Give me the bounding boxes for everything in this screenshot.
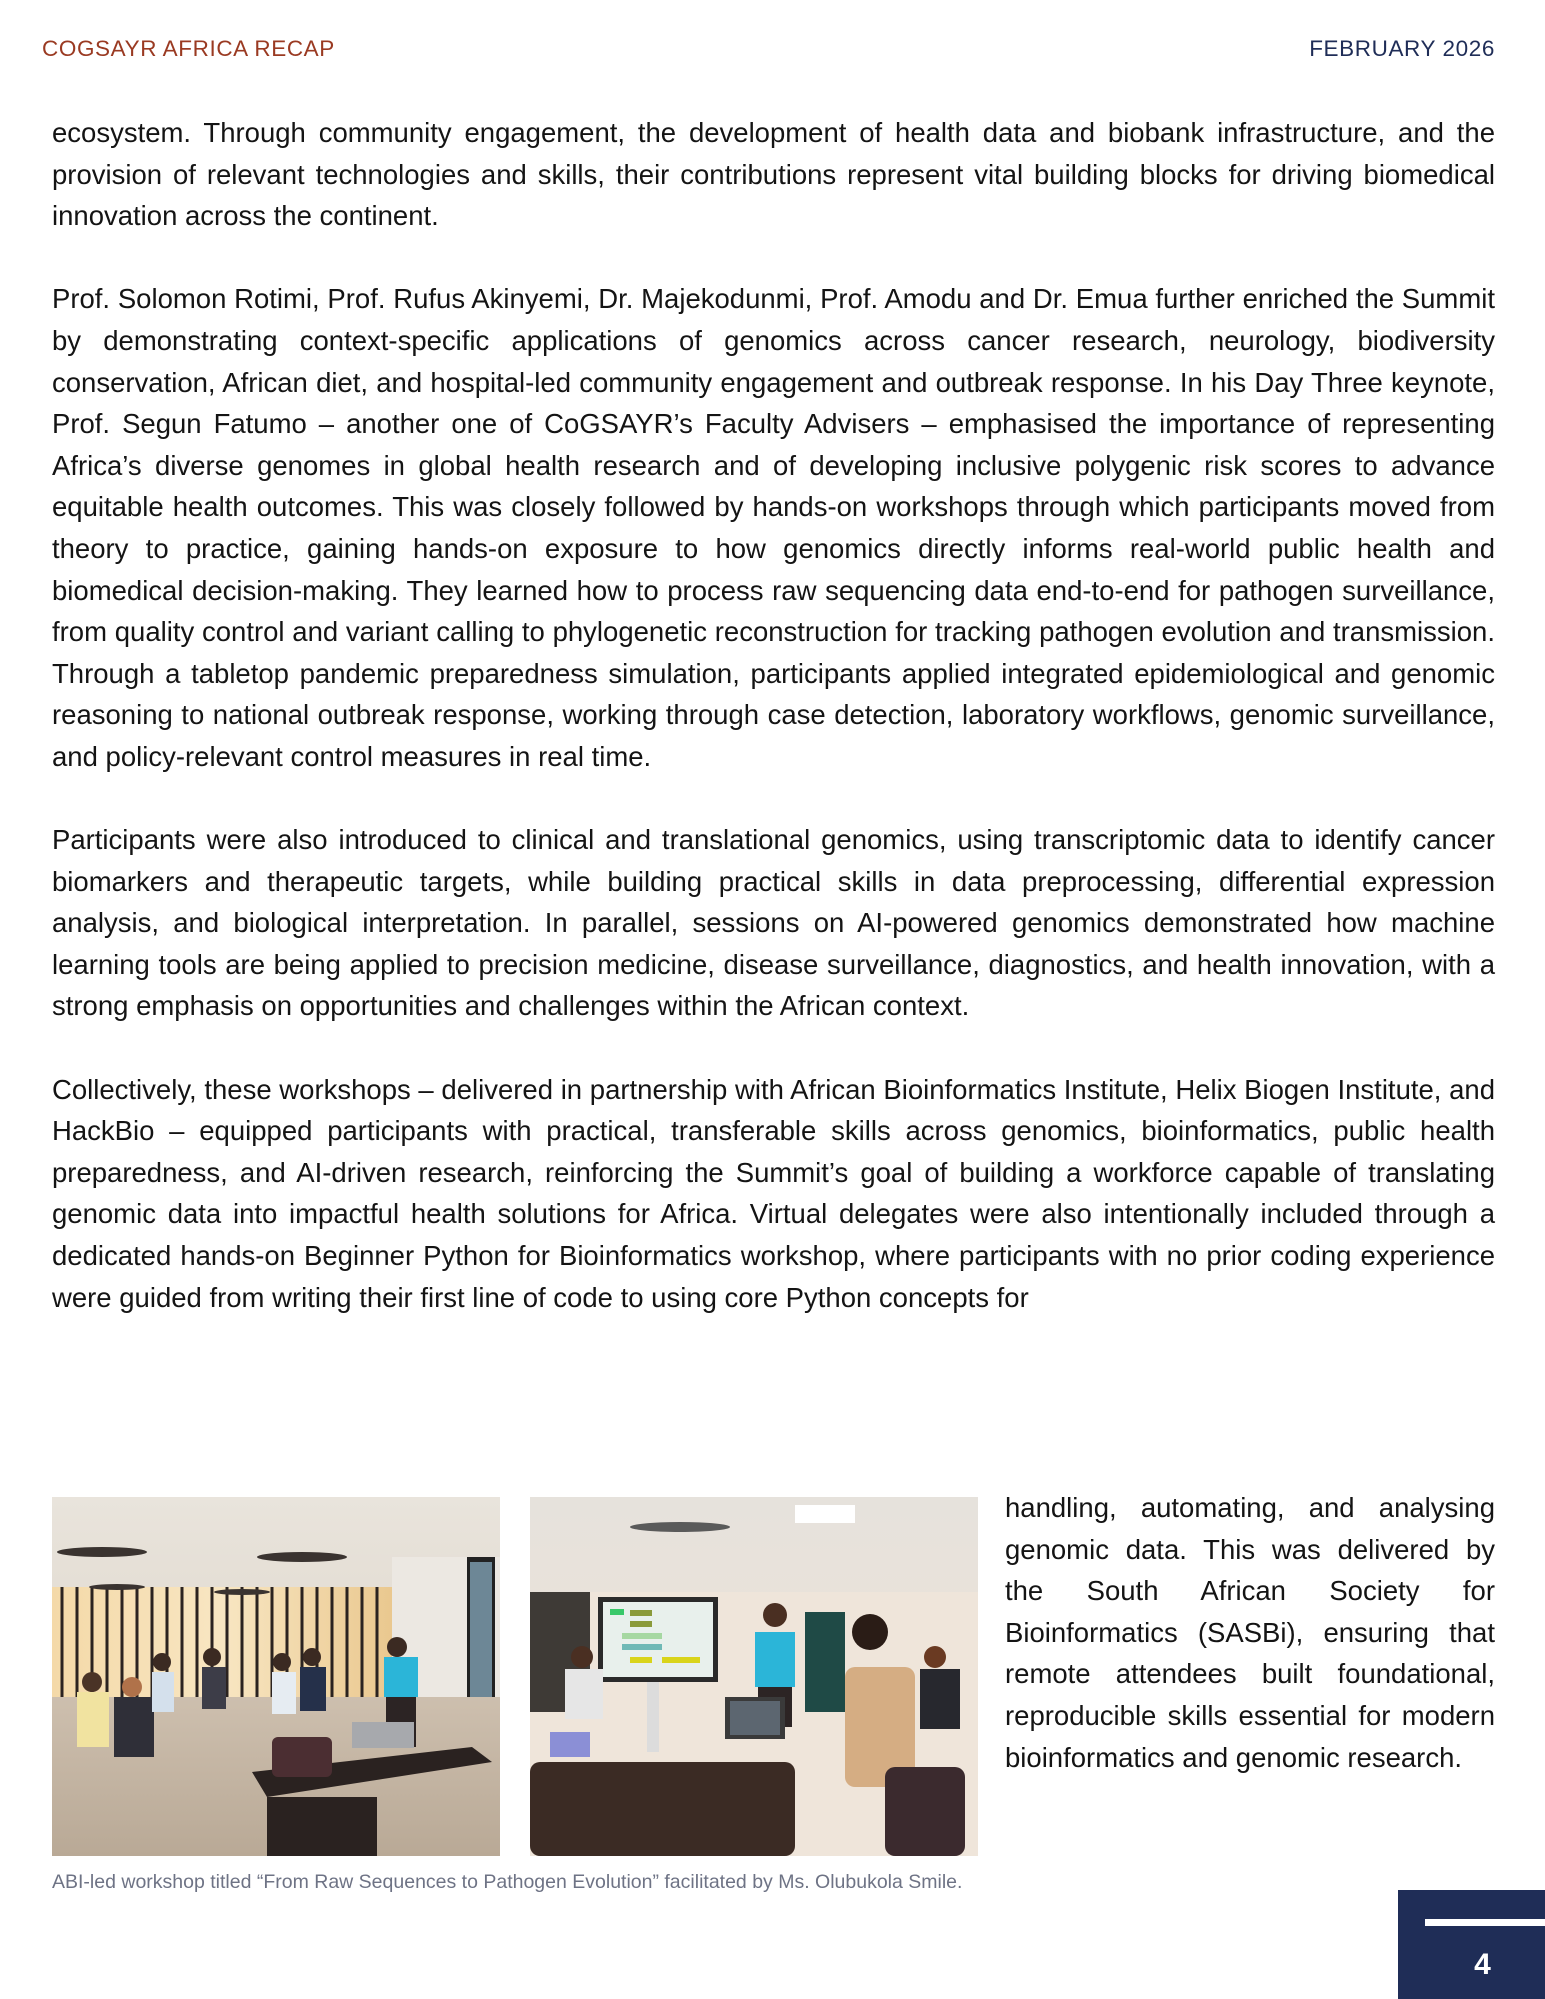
page-header [42, 34, 1495, 64]
paragraph: Participants were also introduced to clinical and translational genomics, using transcriptomic data to identify cancer biomarkers and therapeutic targets, while building practical skills in data preprocessing, differential expression analysis, and biological interpretation. In parallel, sessions on AI-powered genomics demonstrated how machine learning tools are being applied to precision medicine, disease surveillance, diagnostics, and health innovation, with a strong emphasis on opportunities and challenges within the African context. [52, 824, 1495, 1022]
workshop-photo-2 [530, 1497, 978, 1856]
paragraph: Prof. Solomon Rotimi, Prof. Rufus Akinyemi, Dr. Majekodunmi, Prof. Amodu and Dr. Emua further enriched the Summit by demonstrating context-specific applications of genomics across cancer research, neurology, biodiversity conservation, African diet, and hospital-led community engagement and outbreak response. In his Day Three keynote, Prof. Segun Fatumo – another one of CoGSAYR’s Faculty Advisers – emphasised the importance of representing Africa’s diverse genomes in global health research and of developing inclusive polygenic risk scores to advance equitable health outcomes. This was closely followed by hands-on workshops through which participants moved from theory to practice, gaining hands-on exposure to how genomics directly informs real-world public health and biomedical decision-making. They learned how to process raw sequencing data end-to-end for pathogen surveillance, from quality control and variant calling to phylogenetic reconstruction for tracking pathogen evolution and transmission. Through a tabletop pandemic preparedness simulation, participants applied integrated epidemiological and genomic reasoning to national outbreak response, working through case detection, laboratory workflows, genomic surveillance, and policy-relevant control measures in real time. [52, 283, 1495, 772]
paragraph: ecosystem. Through community engagement, the development of health data and biobank infrastructure, and the provision of relevant technologies and skills, their contributions represent vital building blocks for driving biomedical innovation across the continent. [52, 117, 1495, 232]
paragraph: Collectively, these workshops – delivered in partnership with African Bioinformatics Institute, Helix Biogen Institute, and HackBio – equipped participants with practical, transferable skills across genomics, bioinformatics, public health preparedness, and AI-driven research, reinforcing the Summit’s goal of building a workforce capable of translating genomic data into impactful health solutions for Africa. Virtual delegates were also intentionally included through a dedicated hands-on Beginner Python for Bioinformatics workshop, where participants with no prior coding experience were guided from writing their first line of code to using core Python concepts for [52, 1073, 1495, 1313]
article-body [52, 112, 1495, 1318]
page-number-block [1398, 1890, 1545, 1999]
workshop-photo-1 [52, 1497, 500, 1856]
photo-row [52, 1492, 1495, 1857]
publication-title: COGSAYR AFRICA RECAP [42, 36, 335, 61]
photo-illustration [530, 1497, 978, 1856]
page-number: 4 [1474, 1948, 1491, 1981]
page-number-rule [1425, 1919, 1545, 1926]
issue-date: FEBRUARY 2026 [1309, 36, 1495, 61]
wrapped-paragraph-continuation: handling, automating, and analysing genomic data. This was delivered by the South African Society for Bioinformatics (SASBi), ensuring that remote attendees built foundational, reproducible skills essential for modern bioinformatics and genomic research. [1005, 1492, 1495, 1773]
photo-illustration [52, 1497, 500, 1856]
photo-caption: ABI-led workshop titled “From Raw Sequences to Pathogen Evolution” facilitated by Ms. Olubukola Smile. [52, 1871, 963, 1893]
